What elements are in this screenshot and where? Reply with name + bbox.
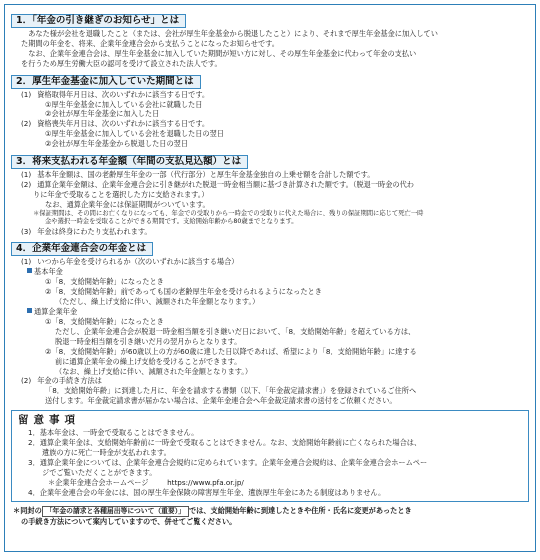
s2-item-2-number: (2) [21,119,32,129]
notice-item-1-number: 1． [28,428,40,438]
s4-basic-pension-label [11,267,529,277]
s3-item-3-text: 年金は終身にわたり支払われます。 [37,226,152,236]
s1-paragraph-2b: を行うため厚生労働大臣の認可を受けて設立された法人です。 [21,58,222,68]
s2-item-1 [11,90,529,100]
footer-line-1-text: では、支給開始年齢に到達したときや住所・氏名に変更があったとき [188,505,412,515]
section-3 [11,149,529,236]
notice-item-1 [18,428,522,438]
s2-item-1-number: (1) [21,89,32,99]
s2-item-1a: ①厚生年金基金に加入している会社に就職した日 [45,99,203,109]
s3-item-1-number: (1) [21,170,32,180]
s4-item-1 [11,257,529,267]
notice-document [4,4,536,552]
square-bullet-icon [27,308,32,313]
s4-tsuusan-2b: 前に通算企業年金の繰上げ支給を受けることができます。 [55,356,242,366]
s3-item-2-line-3: なお、通算企業年金には保証期間がついています。 [45,199,210,209]
s3-item-3-number: (3) [21,226,32,236]
s1-paragraph-1a: あなた様が会社を退職したこと（または、会社が厚生年金基金から脱退したこと）により、それまで厚生年金基金に加入してい [21,29,438,38]
notice-item-4 [18,488,522,498]
s4-basic-3: （ただし、繰上げ支給に伴い、減額された年金額となります。） [55,297,260,307]
s3-guarantee-note-2: 金や選択一時金を受取ることができる期間です。支給開始年齢から80歳までとなります。 [45,218,298,226]
s4-item-1-number: (1) [21,257,32,267]
notice-homepage-line [18,478,522,488]
footer-boxed-title: 「年金の請求と各種届出等について（重要）」 [42,506,189,517]
notice-item-3 [18,458,522,468]
section-2 [11,69,529,149]
notice-title: 留意事項 [18,414,80,427]
notice-item-4-text: 企業年金連合会の年金には、国の厚生年金保険の障害厚生年金、遺族厚生年金にあたる制度はありません。 [39,487,386,497]
s4-tsuusan-1a: ただし、企業年金連合会が脱退一時金相当額を引き継いだ日において、「8．支給開始年齢」を超えている方は、 [55,326,416,336]
notice-item-2 [18,438,522,448]
notice-box [11,410,529,501]
s2-item-2a: ①厚生年金基金に加入している会社を退職した日の翌日 [45,129,224,139]
s1-paragraph-2a: なお、企業年金連合会は、厚生年金基金に加入していた期間が短い方に対し、その厚生年金基金に代わって年金の支払い [21,48,417,58]
s4-item-2-number: (2) [21,376,32,386]
s1-paragraph-1b: た期間の年金を、将来、企業年金連合会から支払うことになったお知らせです。 [21,38,279,48]
s3-item-2-number: (2) [21,179,32,189]
s3-item-3 [11,227,529,237]
s4-tsuusan-2a: ②「8．支給開始年齢」が60歳以上の方が60歳に達した日以降であれば、希望により「8．支給開始年齢」に達する [45,346,417,356]
s4-tsuusan-pension-label [11,307,529,317]
notice-item-2-text: 通算企業年金は、支給開始年齢前に一時金で受取ることはできません。なお、支給開始年齢前に亡くなられた場合は、 [39,438,422,448]
s4-tsuusan-pension-text: 通算企業年金 [34,307,78,317]
section-1-title: 1．「年金の引き継ぎのお知らせ」とは [11,14,186,28]
s4-item-1-text: いつから年金を受けられるか（次のいずれかに該当する場合） [37,257,239,267]
s4-item-2b: 送付します。年金裁定請求書が届かない場合は、企業年金連合会へ年金裁定請求書の送付をご依頼ください。 [45,396,397,406]
s4-tsuusan-1: ①「8．支給開始年齢」になったとき [45,317,164,327]
s2-item-2-text: 資格喪失年月日は、次のいずれかに該当する日です。 [37,119,210,129]
section-2-title: 2．厚生年金基金に加入していた期間とは [11,75,201,89]
s3-item-1 [11,170,529,180]
s4-basic-1: ①「8．支給開始年齢」になったとき [45,277,164,287]
s4-basic-pension-text: 基本年金 [34,267,63,277]
notice-item-1-text: 基本年金は、一時金で受取ることはできません。 [39,428,199,438]
notice-item-4-number: 4． [28,487,40,497]
s4-item-2a: 「8．支給開始年齢」に到達した月に、年金を請求する書類（以下、「年金裁定請求書」）を登録されているご住所へ [45,386,417,396]
s2-item-2b: ②会社が厚生年金基金から脱退した日の翌日 [45,139,189,149]
homepage-url-link[interactable]: https://www.pfa.or.jp/ [167,477,244,487]
footer-prefix: ＊同封の [13,505,42,515]
s4-basic-2: ②「8．支給開始年齢」前であっても国の老齢厚生年金を受けられるようになったとき [45,287,322,297]
s2-item-1b: ②会社が厚生年金基金に加入した日 [45,109,160,119]
notice-item-3-number: 3． [28,457,40,467]
section-3-title: 3．将来支払われる年金額（年間の支払見込額）とは [11,155,248,169]
s4-item-2 [11,376,529,386]
s3-item-1-text: 基本年金額は、国の老齢厚生年金の一部（代行部分）と厚生年金基金独自の上乗せ額を合計した額です。 [37,170,375,180]
footer-note [11,506,529,527]
section-4 [11,236,529,406]
section-4-title: 4．企業年金連合会の年金とは [11,242,153,256]
s2-item-1-text: 資格取得年月日は、次のいずれかに該当する日です。 [37,89,210,99]
notice-homepage-label: ＊企業年金連合会ホームページ [48,477,149,487]
s3-item-2-text: 通算企業年金額は、企業年金連合会に引き継がれた脱退一時金相当額に基づき計算された額です。（脱退一時金の代わ [37,179,414,189]
notice-item-2-line-2: 遺族の方に死亡一時金が支払われます。 [42,448,171,457]
s3-guarantee-note-1: ＊保証期間は、その間にお亡くなりになっても、年金での受取りから一時金での受取りに代えた場合に、残りの保証期間に応じて死亡一時 [33,209,424,217]
footer-line-2: の手続き方法について案内していますので、併せてご覧ください。 [21,516,237,526]
s4-tsuusan-2c: （なお、繰上げ支給に伴い、減額された年金額となります。） [55,366,253,376]
section-1 [11,8,529,69]
s3-item-2-line-2: りに年金で受取ることを選択した方に支給されます。） [33,189,209,199]
s4-tsuusan-1b: 脱退一時金相当額を引き継いだ月の翌月からとなります。 [55,336,242,346]
footer-line-1 [13,506,529,517]
s4-item-2-text: 年金の手続き方法は [37,376,102,386]
notice-item-2-number: 2． [28,438,40,448]
notice-item-3-line-2: ジでご覧いただくことができます。 [42,467,157,477]
square-bullet-icon [27,268,32,273]
s3-item-2 [11,180,529,190]
s2-item-2 [11,119,529,129]
notice-item-3-text: 通算企業年金については、企業年金連合会規約に定められています。企業年金連合会規約は、企業年金連合会ホームペー [39,457,428,467]
